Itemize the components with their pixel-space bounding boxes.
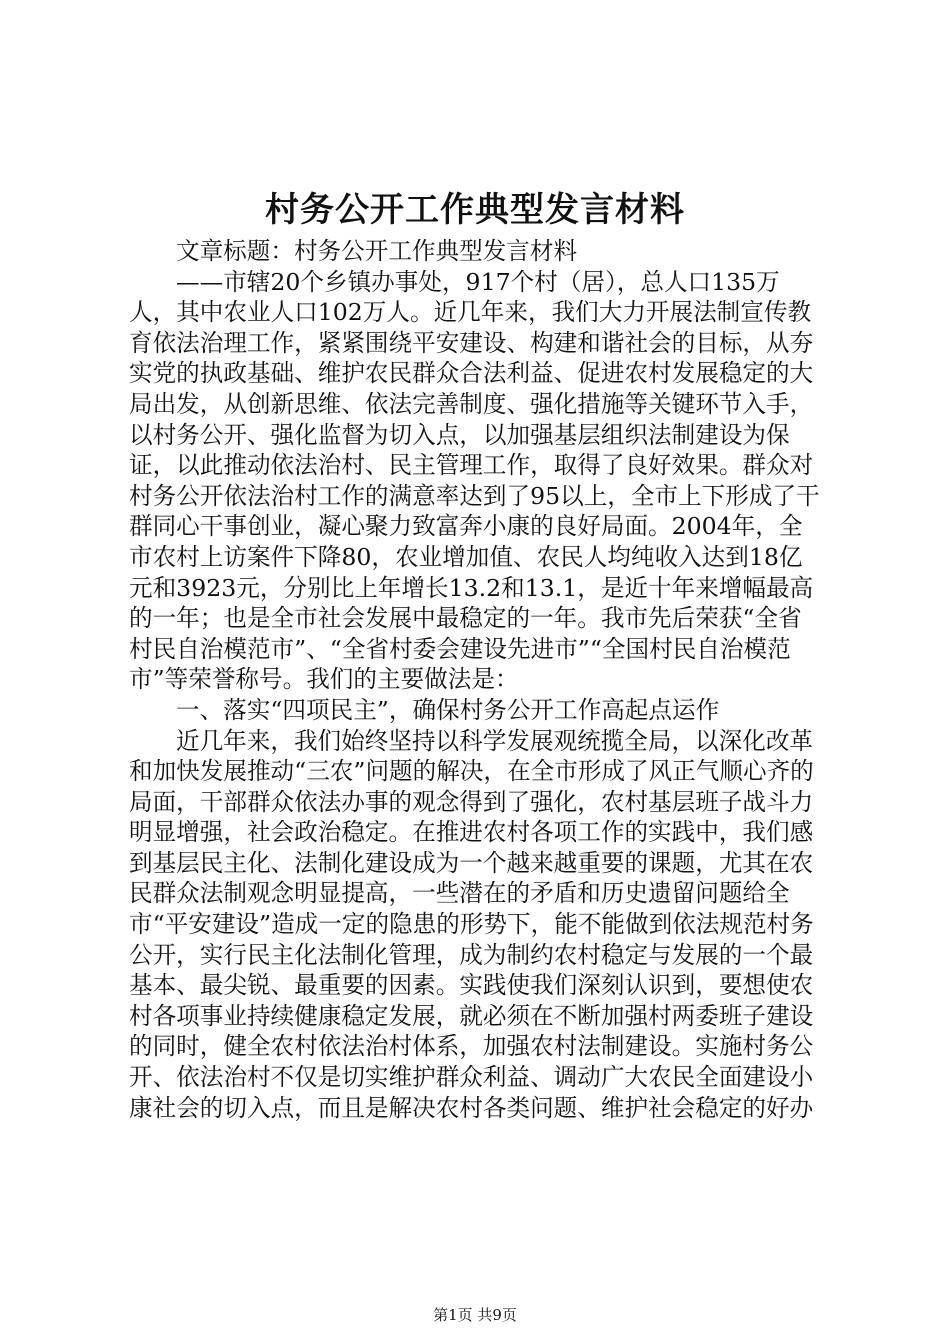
section-heading-1: 一、落实“四项民主”，确保村务公开工作高起点运作 xyxy=(176,695,720,724)
article-title-line: 文章标题：村务公开工作典型发言材料 xyxy=(176,237,578,265)
paragraph-intro: ——市辖20个乡镇办事处，917个村（居），总人口135万人，其中农业人口102万人。近几年来，我们大力开展法制宣传教育依法治理工作，紧紧围绕平安建设、构建和谐社会的目标，从夯实党的执政基础、维护农民群众合法利益、促进农村发展稳定的大局出发，从创新思维、依法完善制度、强化措施等关键环节入手，以村务公开、强化监督为切入点，以加强基层组织法制建设为保证，以此推动依法治村、民主管理工作，取得了良好效果。群众对村务公开依法治村工作的满意率达到了95以上，全市上下形成了干群同心干事创业，凝心聚力致富奔小康的良好局面。2004年，全市农村上访案件下降80，农业增加值、农民人均纯收入达到18亿元和3923元，分别比上年增长13.2和13.1，是近十年来增幅最高的一年；也是全市社会发展中最稳定的一年。我市先后荣获“全省村民自治模范市”、“全省村委会建设先进市”“全国村民自治模范市”等荣誉称号。我们的主要做法是： xyxy=(129,267,820,694)
paragraph-section-1: 近几年来，我们始终坚持以科学发展观统揽全局，以深化改革和加快发展推动“三农”问题的解决，在全市形成了风正气顺心齐的局面，干部群众依法办事的观念得到了强化，农村基层班子战斗力明显增强，社会政治稳定。在推进农村各项工作的实践中，我们感到基层民主化、法制化建设成为一个越来越重要的课题，尤其在农民群众法制观念明显提高，一些潜在的矛盾和历史遗留问题给全市“平安建设”造成一定的隐患的形势下，能不能做到依法规范村务公开，实行民主化法制化管理，成为制约农村稳定与发展的一个最基本、最尖锐、最重要的因素。实践使我们深刻认识到，要想使农村各项事业持续健康稳定发展，就必须在不断加强村两委班子建设的同时，健全农村依法治村体系，加强农村法制建设。实施村务公开、依法治村不仅是切实维护群众利益、调动广大农民全面建设小康社会的切入点，而且是解决农村各类问题、维护社会稳定的好办 xyxy=(129,726,814,1122)
page-footer: 第1页 共9页 xyxy=(433,1306,517,1324)
document-body xyxy=(129,236,825,1123)
document-title: 村务公开工作典型发言材料 xyxy=(265,190,685,230)
